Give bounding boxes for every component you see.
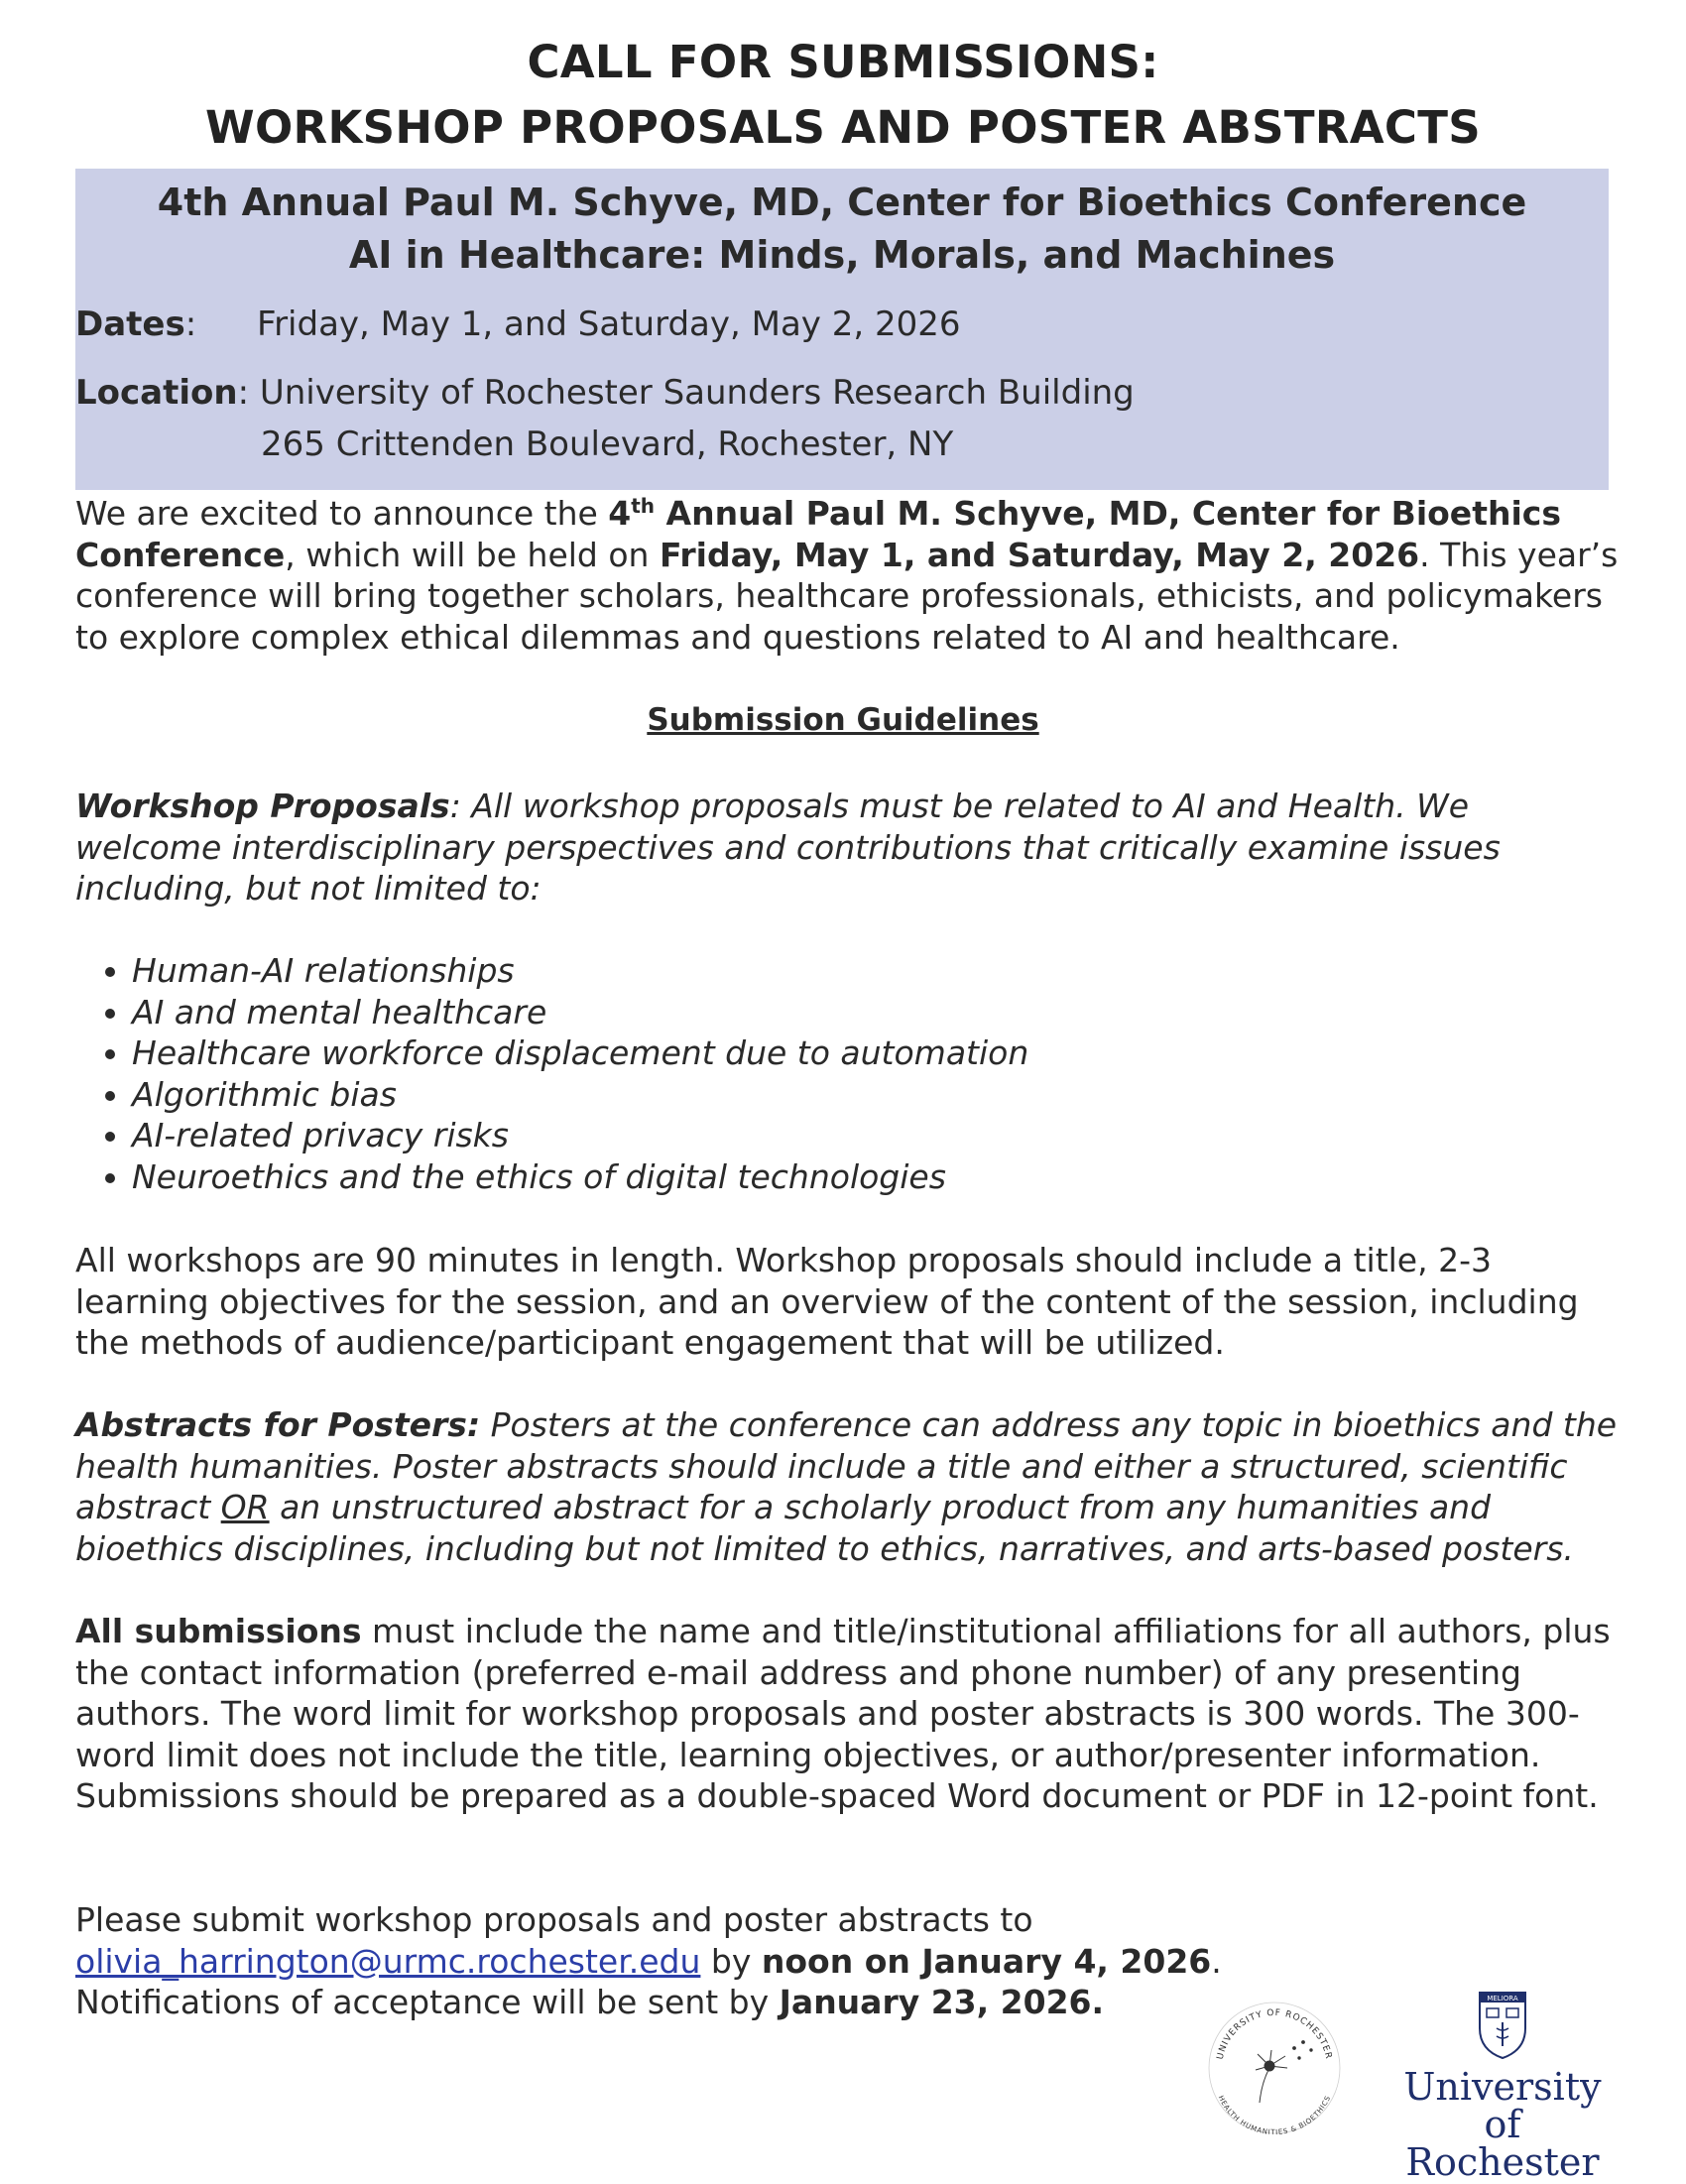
- title-line-1: CALL FOR SUBMISSIONS:: [527, 36, 1159, 88]
- conference-name: 4th Annual Paul M. Schyve, MD, Center for Bioethics Conference: [157, 181, 1527, 224]
- shield-icon: [1480, 1993, 1525, 2058]
- posters-text-1: Posters at the conference can address any topic in bioethics and the health humanities. Poster abstracts should include a title and either a structured, scientific abstract: [75, 1405, 1618, 1527]
- submit-paragraph: [75, 1899, 1246, 2023]
- dates-value: Friday, May 1, and Saturday, May 2, 2026: [257, 304, 961, 344]
- list-item: • Human-AI relationships: [132, 950, 1028, 992]
- list-item: • AI-related privacy risks: [132, 1115, 1028, 1156]
- submission-deadline: noon on January 4, 2026: [761, 1941, 1212, 1981]
- list-item: • Algorithmic bias: [132, 1074, 1028, 1116]
- dates-label: Dates: [75, 304, 185, 344]
- intro-text-2: , which will be held on: [285, 535, 660, 574]
- conference-banner: [75, 169, 1609, 490]
- intro-ordinal-suffix: th: [631, 494, 656, 518]
- title-line-2: WORKSHOP PROPOSALS AND POSTER ABSTRACTS: [205, 101, 1481, 154]
- location-label: Location: [75, 373, 238, 413]
- posters-text-2: an unstructured abstract for a scholarly product from any humanities and bioethics disciplines, including but not limited to ethics, narratives, and arts-based posters.: [75, 1488, 1574, 1568]
- svg-text:HEALTH HUMANITIES & BIOETHICS: [1217, 2095, 1333, 2136]
- ur-wordmark-line-1: University: [1403, 2065, 1602, 2109]
- submit-text-1: Please submit workshop proposals and poster abstracts to: [75, 1900, 1033, 1939]
- svg-text:UNIVERSITY OF ROCHESTER: [1216, 2008, 1334, 2061]
- intro-text-3: . This year’s conference will bring together scholars, healthcare professionals, ethicists, and policymakers to explore complex ethical dilemmas and questions related to AI and healthcare.: [75, 535, 1619, 657]
- workshop-details-paragraph: [75, 1240, 1623, 1364]
- workshop-paragraph: [75, 786, 1623, 910]
- workshop-details: All workshops are 90 minutes in length. Workshop proposals should include a title, 2-3 learning objectives for the session, and an overview of the content of the session, including the methods of audience/participant engagement that will be utilized.: [75, 1241, 1579, 1363]
- health-humanities-bioethics-logo: [1200, 1989, 1349, 2137]
- submit-text-3: .: [1211, 1941, 1222, 1981]
- ur-wordmark-line-2: of Rochester: [1405, 2103, 1600, 2184]
- conference-theme: AI in Healthcare: Minds, Morals, and Machines: [348, 233, 1336, 277]
- list-item: • Healthcare workforce displacement due to automation: [132, 1032, 1028, 1074]
- posters-or: OR: [220, 1488, 270, 1527]
- list-item: • AI and mental healthcare: [132, 992, 1028, 1033]
- location-line-2: 265 Crittenden Boulevard, Rochester, NY: [261, 425, 954, 464]
- all-submissions-label: All submissions: [75, 1612, 362, 1650]
- workshop-text: : All workshop proposals must be related to AI and Health. We welcome interdisciplinary perspectives and contributions that critically examine issues including, but not limited to:: [75, 787, 1501, 909]
- all-submissions-paragraph: [75, 1611, 1623, 1817]
- seal-bottom-text: HEALTH HUMANITIES & BIOETHICS: [1216, 2094, 1333, 2137]
- posters-label: Abstracts for Posters:: [75, 1405, 481, 1444]
- banner-heading: [75, 177, 1609, 282]
- location-line-1: University of Rochester Saunders Research Building: [259, 373, 1135, 413]
- notification-date: January 23, 2026.: [779, 1983, 1105, 2022]
- workshop-label: Workshop Proposals: [75, 787, 450, 825]
- shield-motto: MELIORA: [1487, 1995, 1518, 2002]
- intro-text-1: We are excited to announce the: [75, 494, 609, 533]
- dandelion-icon: [1256, 2041, 1312, 2103]
- list-item: • Neuroethics and the ethics of digital technologies: [132, 1156, 1028, 1198]
- notification-text: Notifications of acceptance will be sent by: [75, 1983, 780, 2022]
- topics-list: [75, 950, 1028, 1198]
- all-submissions-text: must include the name and title/institutional affiliations for all authors, plus the contact information (preferred e-mail address and phone number) of any presenting authors. The word limit for workshop proposals and poster abstracts is 300 words. The 300-word limit does not include the title, learning objectives, or author/presenter information. Submissions should be prepared as a double-spaced Word document or PDF in 12-point font.: [75, 1612, 1611, 1816]
- intro-conference-name: Annual Paul M. Schyve, MD, Center for Bioethics Conference: [75, 494, 1561, 574]
- dates-row: Dates: Friday, May 1, and Saturday, May 2, 2026: [75, 299, 196, 350]
- intro-dates: Friday, May 1, and Saturday, May 2, 2026: [659, 535, 1420, 574]
- submission-email-link[interactable]: olivia_harrington@urmc.rochester.edu: [75, 1941, 701, 1981]
- location-row: Location: University of Rochester Saunders Research Building: [75, 373, 1135, 413]
- intro-ordinal: 4: [608, 494, 632, 533]
- intro-paragraph: [75, 493, 1623, 658]
- posters-paragraph: [75, 1404, 1623, 1569]
- page-title: [0, 30, 1686, 161]
- submission-guidelines-heading: Submission Guidelines: [647, 702, 1039, 738]
- seal-top-text: UNIVERSITY OF ROCHESTER: [1215, 2007, 1334, 2061]
- submit-text-2: by: [700, 1941, 762, 1981]
